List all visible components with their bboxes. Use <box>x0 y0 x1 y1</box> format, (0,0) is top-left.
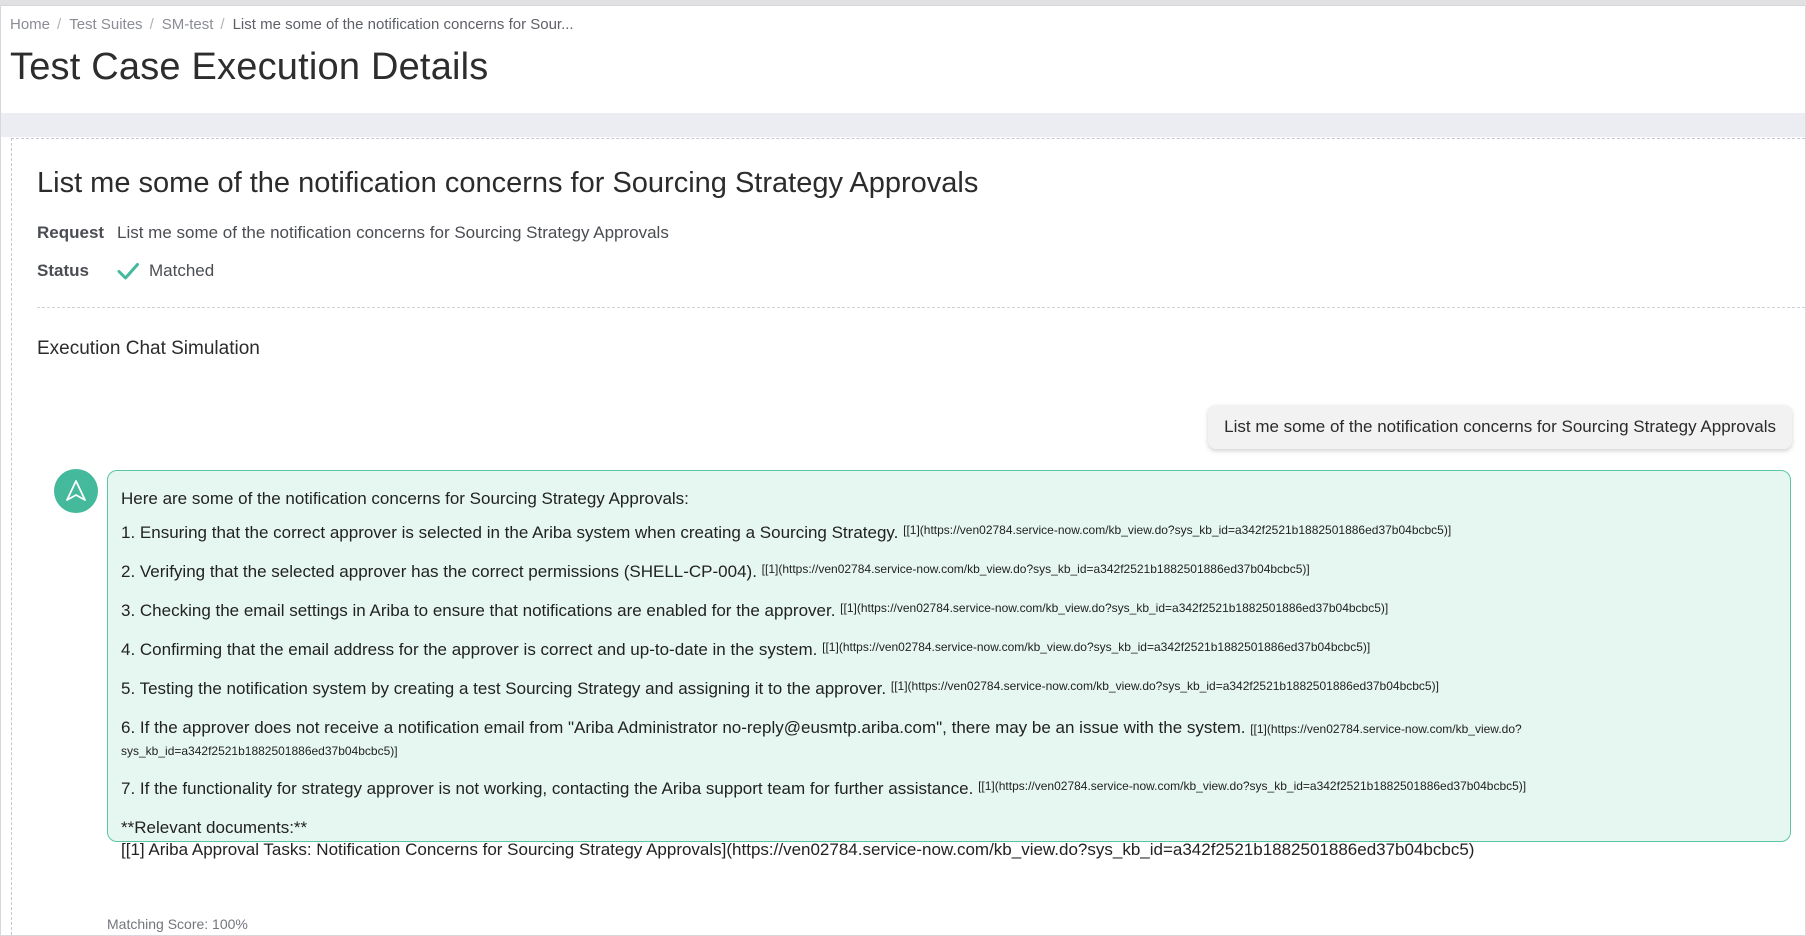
status-row <box>37 260 214 282</box>
bot-item-text: 1. Ensuring that the correct approver is selected in the Ariba system when creating a Sourcing Strategy. <box>121 523 899 542</box>
bot-list-item <box>121 778 1777 800</box>
bot-intro-text: Here are some of the notification concerns for Sourcing Strategy Approvals: <box>121 489 689 508</box>
breadcrumb-test-suites[interactable]: Test Suites <box>69 16 143 33</box>
bot-item-text: 4. Confirming that the email address for the approver is correct and up-to-date in the system. <box>121 640 818 659</box>
request-row <box>37 223 669 243</box>
breadcrumb-current: List me some of the notification concerns for Sour... <box>232 16 574 33</box>
bot-item-text: 2. Verifying that the selected approver has the correct permissions (SHELL-CP-004). <box>121 562 757 581</box>
relevant-documents-heading: **Relevant documents:** <box>121 818 308 837</box>
breadcrumb-sm-test[interactable]: SM-test <box>161 16 214 33</box>
bot-item-reference[interactable]: [[1](https://ven02784.service-now.com/kb_view.do?sys_kb_id=a342f2521b1882501886ed37b04bcbc5)] <box>840 601 1389 615</box>
bot-message-bubble <box>107 470 1791 859</box>
relevant-documents <box>121 817 1777 861</box>
bot-item-text: 6. If the approver does not receive a notification email from "Ariba Administrator no-reply@eusmtp.ariba.com", there may be an issue with the system. <box>121 718 1246 737</box>
test-case-panel <box>11 138 1805 935</box>
request-value: List me some of the notification concerns for Sourcing Strategy Approvals <box>117 223 669 242</box>
page-header <box>1 6 1805 113</box>
breadcrumb-separator: / <box>149 16 154 33</box>
breadcrumb-home[interactable]: Home <box>10 16 51 33</box>
bot-list-item <box>121 717 1777 761</box>
relevant-document-link[interactable]: [[1] Ariba Approval Tasks: Notification Concerns for Sourcing Strategy Approvals](https://ven02784.service-now.com/kb_view.do?sys_kb_id=a342f2521b1882501886ed37b04bcbc5) <box>121 840 1475 859</box>
bot-list-item <box>121 600 1777 622</box>
request-label: Request <box>37 223 105 242</box>
bot-item-reference[interactable]: [[1](https://ven02784.service-now.com/kb_view.do?sys_kb_id=a342f2521b1882501886ed37b04bcbc5)] <box>890 679 1439 693</box>
bot-avatar <box>54 469 98 513</box>
bot-item-reference[interactable]: [[1](https://ven02784.service-now.com/kb_view.do?sys_kb_id=a342f2521b1882501886ed37b04bcbc5)] <box>761 562 1310 576</box>
page-title: Test Case Execution Details <box>10 46 489 88</box>
bot-list-item <box>121 678 1777 700</box>
bot-item-reference[interactable]: [[1](https://ven02784.service-now.com/kb_view.do?sys_kb_id=a342f2521b1882501886ed37b04bcbc5)] <box>978 779 1527 793</box>
test-case-title: List me some of the notification concerns for Sourcing Strategy Approvals <box>37 167 979 199</box>
matching-score: Matching Score: 100% <box>107 916 248 932</box>
chat-section-title: Execution Chat Simulation <box>37 338 260 359</box>
app-frame <box>0 5 1806 936</box>
bot-list-item <box>121 639 1777 661</box>
bot-item-reference[interactable]: [[1](https://ven02784.service-now.com/kb_view.do?sys_kb_id=a342f2521b1882501886ed37b04bcbc5)] <box>903 523 1452 537</box>
status-value: Matched <box>149 261 215 280</box>
navigation-arrow-icon <box>63 478 89 504</box>
header-separator-band <box>1 113 1805 137</box>
check-icon <box>117 260 139 282</box>
bot-item-reference[interactable]: [[1](https://ven02784.service-now.com/kb_view.do?sys_kb_id=a342f2521b1882501886ed37b04bcbc5)] <box>822 640 1371 654</box>
bot-item-text: 3. Checking the email settings in Ariba to ensure that notifications are enabled for the approver. <box>121 601 836 620</box>
breadcrumb-separator: / <box>57 16 62 33</box>
section-divider <box>37 307 1805 308</box>
status-label: Status <box>37 261 89 280</box>
bot-list-item <box>121 561 1777 583</box>
bot-item-text: 7. If the functionality for strategy approver is not working, contacting the Ariba support team for further assistance. <box>121 779 974 798</box>
user-message-bubble: List me some of the notification concerns for Sourcing Strategy Approvals <box>1208 405 1792 449</box>
breadcrumb-separator: / <box>220 16 225 33</box>
bot-item-reference[interactable]: [[1](https://ven02784.service-now.com/kb_view.do?sys_kb_id=a342f2521b1882501886ed37b04bcbc5)] <box>121 722 1522 758</box>
bot-list-item <box>121 522 1777 544</box>
bot-item-text: 5. Testing the notification system by creating a test Sourcing Strategy and assigning it to the approver. <box>121 679 887 698</box>
breadcrumb <box>10 16 574 33</box>
